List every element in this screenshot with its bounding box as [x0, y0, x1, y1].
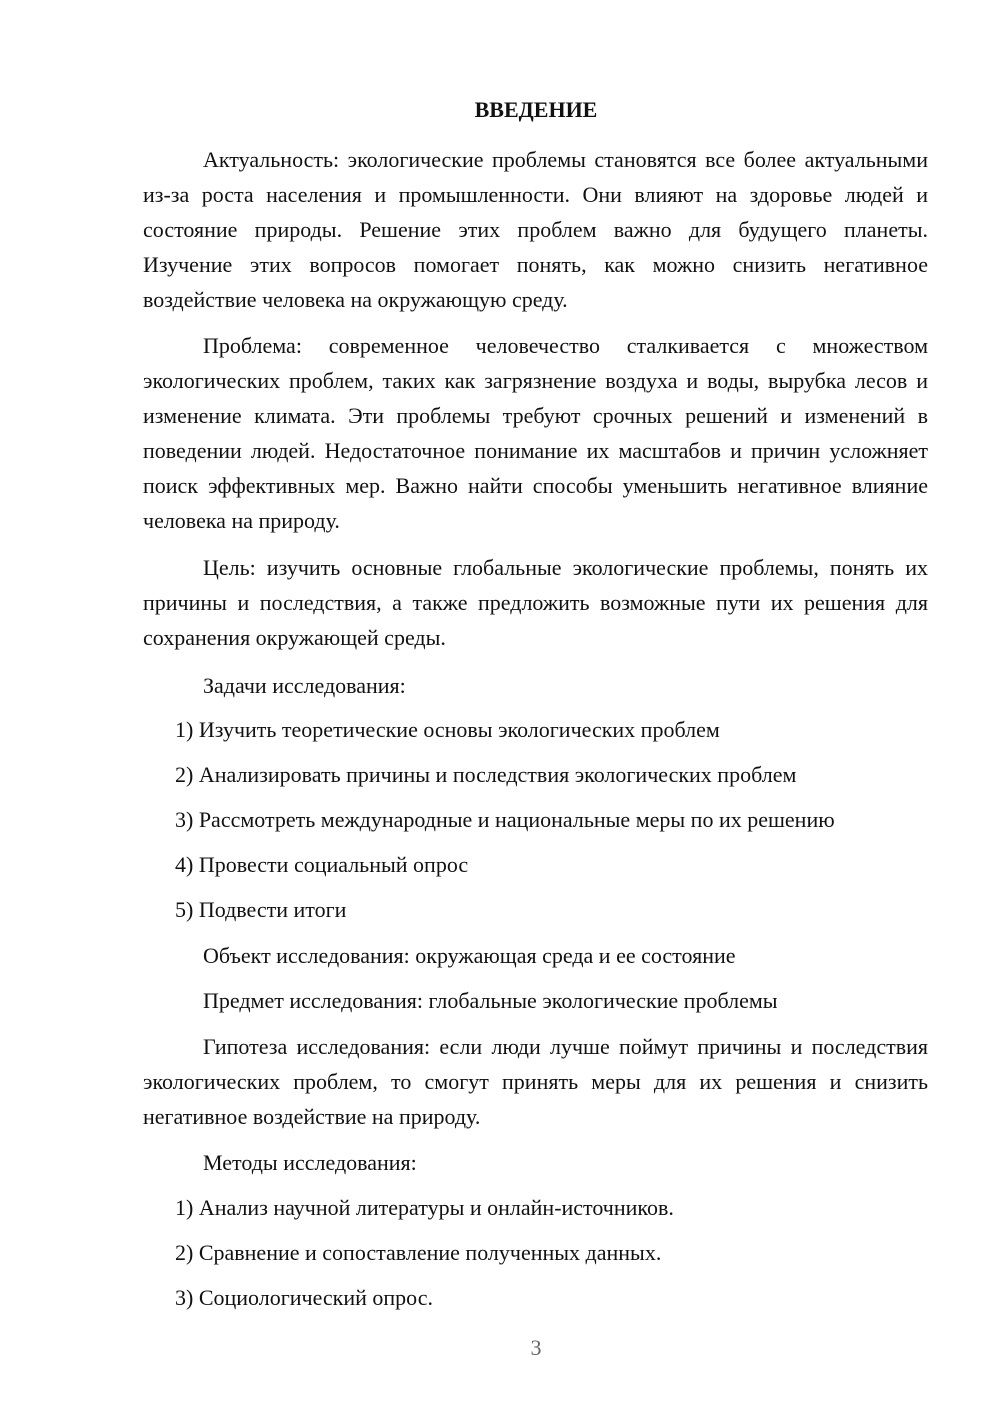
tasks-heading: Задачи исследования: [203, 673, 406, 698]
task-item: 5) Подвести итоги [175, 897, 347, 922]
page-number: 3 [530, 1335, 542, 1360]
goal-paragraph: Цель: изучить основные глобальные экологические проблемы, понять их причины и последствия, а также предложить возможные пути их решения для сохранения окружающей среды. [143, 555, 928, 650]
method-item: 1) Анализ научной литературы и онлайн-источников. [175, 1195, 674, 1220]
relevance-paragraph: Актуальность: экологические проблемы становятся все более актуальными из-за роста населения и промышленности. Они влияют на здоровье людей и состояние природы. Решение этих проблем важно для будущего планеты. Изучение этих вопросов помогает понять, как можно снизить негативное воздействие человека на окружающую среду. [143, 147, 928, 312]
task-item: 3) Рассмотреть международные и национальные меры по их решению [175, 807, 835, 832]
methods-heading: Методы исследования: [203, 1150, 417, 1175]
page-title: ВВЕДЕНИЕ [474, 97, 598, 122]
hypothesis-paragraph: Гипотеза исследования: если люди лучше поймут причины и последствия экологических проблем, то смогут принять меры для их решения и снизить негативное воздействие на природу. [143, 1034, 928, 1129]
problem-paragraph: Проблема: современное человечество сталкивается с множеством экологических проблем, таких как загрязнение воздуха и воды, вырубка лесов и изменение климата. Эти проблемы требуют срочных решений и изменений в поведении людей. Недостаточное понимание их масштабов и причин усложняет поиск эффективных мер. Важно найти способы уменьшить негативное влияние человека на природу. [143, 333, 928, 533]
task-item: 4) Провести социальный опрос [175, 852, 469, 877]
subject-paragraph: Предмет исследования: глобальные экологические проблемы [203, 988, 778, 1013]
task-item: 1) Изучить теоретические основы экологических проблем [175, 717, 720, 742]
method-item: 2) Сравнение и сопоставление полученных данных. [175, 1240, 662, 1265]
method-item: 3) Социологический опрос. [175, 1285, 433, 1310]
task-item: 2) Анализировать причины и последствия экологических проблем [175, 762, 797, 787]
object-paragraph: Объект исследования: окружающая среда и ее состояние [203, 943, 736, 968]
